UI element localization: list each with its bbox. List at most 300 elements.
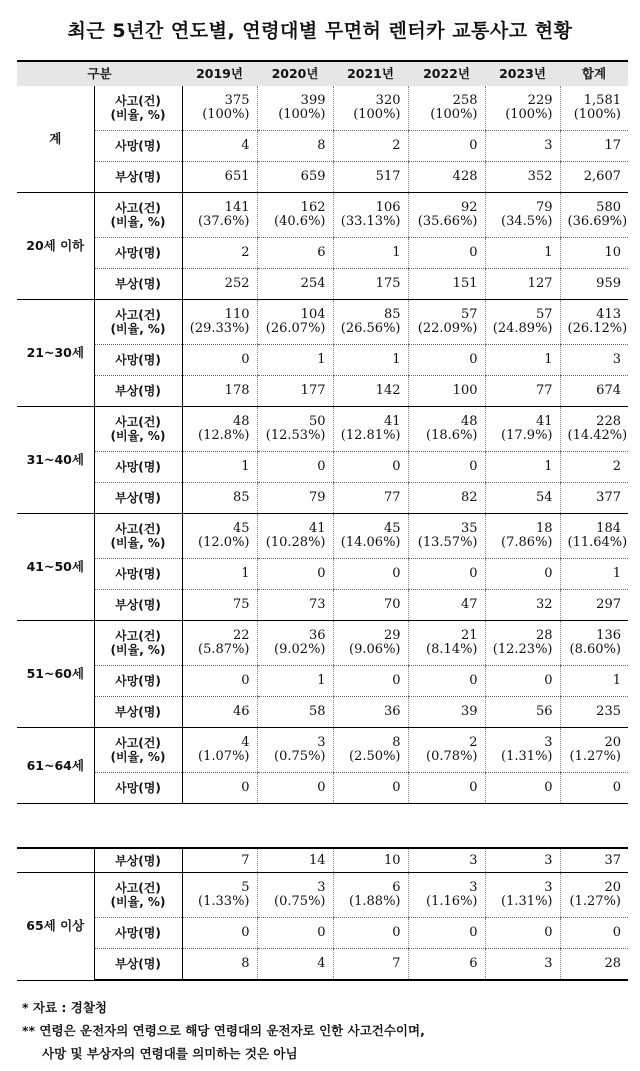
accident-cell-ratio: (12.81%) [340, 428, 401, 443]
table-row [17, 773, 628, 804]
accident-table-continued [17, 847, 628, 981]
accident-cell-value: 184 [596, 521, 621, 536]
accident-cell [560, 621, 628, 666]
injury-cell: 377 [560, 483, 628, 514]
accident-cell [485, 193, 560, 238]
death-cell: 1 [333, 345, 408, 376]
accident-label-value: 사고(건) [115, 881, 161, 895]
accident-cell-value: 141 [224, 200, 250, 215]
table-row [17, 86, 628, 131]
accident-cell-value: 228 [596, 414, 621, 429]
death-cell: 0 [408, 345, 485, 376]
source-note: * 자료 : 경찰청 [22, 1000, 107, 1015]
accident-cell-value: 57 [460, 307, 478, 322]
table-row [17, 873, 628, 918]
accident-cell [408, 873, 485, 918]
death-label: 사망(명) [94, 559, 182, 590]
accident-cell [560, 193, 628, 238]
death-cell: 0 [182, 773, 257, 804]
accident-cell-value: 3 [469, 880, 478, 895]
accident-label-ratio: (비율, %) [110, 108, 166, 122]
accident-cell-ratio: (8.14%) [426, 642, 478, 657]
accident-cell-ratio: (8.60%) [569, 642, 621, 657]
accident-cell-ratio: (100%) [430, 107, 478, 122]
injury-label: 부상(명) [94, 269, 182, 300]
header-year: 2021년 [333, 61, 408, 86]
accident-cell [560, 407, 628, 452]
injury-cell: 659 [257, 162, 333, 193]
accident-cell-ratio: (29.33%) [189, 321, 250, 336]
injury-cell: 352 [485, 162, 560, 193]
accident-cell [257, 728, 333, 773]
accident-cell-value: 3 [317, 735, 326, 750]
age-group-label: 65세 이상 [17, 873, 94, 981]
accident-cell-ratio: (100%) [202, 107, 250, 122]
accident-cell-value: 79 [535, 200, 553, 215]
death-cell: 0 [182, 345, 257, 376]
accident-cell-value: 3 [317, 880, 326, 895]
accident-cell [257, 407, 333, 452]
injury-cell: 177 [257, 376, 333, 407]
accident-cell-ratio: (34.5%) [501, 214, 553, 229]
death-cell: 1 [560, 559, 628, 590]
death-label: 사망(명) [94, 918, 182, 949]
accident-cell [408, 407, 485, 452]
table-row [17, 376, 628, 407]
table-row [17, 131, 628, 162]
table-row [17, 728, 628, 773]
accident-cell-ratio: (5.87%) [198, 642, 250, 657]
accident-label-value: 사고(건) [115, 94, 161, 108]
injury-cell: 14 [257, 848, 333, 873]
injury-cell: 674 [560, 376, 628, 407]
accident-cell-ratio: (12.0%) [198, 535, 250, 550]
injury-label: 부상(명) [94, 590, 182, 621]
accident-cell-ratio: (7.86%) [501, 535, 553, 550]
accident-cell-ratio: (26.12%) [567, 321, 628, 336]
injury-cell: 7 [333, 949, 408, 981]
injury-cell: 127 [485, 269, 560, 300]
injury-label: 부상(명) [94, 376, 182, 407]
injury-cell: 39 [408, 697, 485, 728]
accident-cell [485, 621, 560, 666]
table-row [17, 918, 628, 949]
accident-cell-ratio: (10.28%) [265, 535, 326, 550]
table-row [17, 559, 628, 590]
death-label: 사망(명) [94, 345, 182, 376]
accident-cell-value: 2 [469, 735, 478, 750]
accident-cell-ratio: (0.78%) [426, 749, 478, 764]
death-cell: 0 [485, 773, 560, 804]
injury-cell: 10 [333, 848, 408, 873]
accident-cell [257, 86, 333, 131]
accident-cell-ratio: (1.31%) [501, 749, 553, 764]
accident-cell-value: 29 [383, 628, 401, 643]
accident-cell-value: 41 [383, 414, 401, 429]
injury-cell: 6 [408, 949, 485, 981]
age-group-label: 20세 이하 [17, 193, 94, 300]
injury-label: 부상(명) [94, 483, 182, 514]
injury-cell: 297 [560, 590, 628, 621]
accident-cell-value: 57 [535, 307, 553, 322]
accident-label-ratio: (비율, %) [110, 536, 166, 550]
accident-cell-ratio: (26.07%) [265, 321, 326, 336]
age-group-label: 계 [17, 86, 94, 193]
accident-cell-ratio: (1.16%) [426, 894, 478, 909]
accident-cell-ratio: (100%) [505, 107, 553, 122]
death-cell: 0 [408, 238, 485, 269]
accident-label-value: 사고(건) [115, 522, 161, 536]
death-label: 사망(명) [94, 452, 182, 483]
accident-cell-value: 3 [544, 880, 553, 895]
accident-cell-value: 320 [375, 93, 401, 108]
accident-cell [485, 728, 560, 773]
accident-cell [182, 728, 257, 773]
accident-cell [333, 407, 408, 452]
death-label: 사망(명) [94, 666, 182, 697]
table-row [17, 514, 628, 559]
death-cell: 0 [333, 918, 408, 949]
injury-cell: 7 [182, 848, 257, 873]
injury-label: 부상(명) [94, 697, 182, 728]
injury-cell: 8 [182, 949, 257, 981]
injury-cell: 142 [333, 376, 408, 407]
accident-cell-ratio: (100%) [573, 107, 621, 122]
injury-cell: 47 [408, 590, 485, 621]
accident-label [94, 873, 182, 918]
death-cell: 0 [560, 773, 628, 804]
age-group-label: 31~40세 [17, 407, 94, 514]
accident-cell-ratio: (33.13%) [340, 214, 401, 229]
death-cell: 0 [333, 773, 408, 804]
death-cell: 3 [560, 345, 628, 376]
accident-cell-value: 258 [452, 93, 478, 108]
accident-cell [333, 728, 408, 773]
accident-cell-ratio: (22.09%) [417, 321, 478, 336]
death-cell: 0 [408, 773, 485, 804]
accident-label-value: 사고(건) [115, 629, 161, 643]
accident-cell-ratio: (14.42%) [567, 428, 628, 443]
accident-cell [485, 300, 560, 345]
accident-cell-value: 104 [300, 307, 326, 322]
accident-cell-ratio: (9.02%) [274, 642, 326, 657]
death-cell: 1 [485, 238, 560, 269]
injury-cell: 4 [257, 949, 333, 981]
injury-label: 부상(명) [94, 162, 182, 193]
accident-cell [485, 514, 560, 559]
accident-cell [408, 621, 485, 666]
accident-cell-value: 85 [383, 307, 401, 322]
table-row [17, 666, 628, 697]
accident-cell [257, 193, 333, 238]
accident-label-ratio: (비율, %) [110, 215, 166, 229]
injury-cell: 75 [182, 590, 257, 621]
page-title: 최근 5년간 연도별, 연령대별 무면허 렌터카 교통사고 현황 [67, 20, 573, 42]
accident-cell [333, 300, 408, 345]
header-year: 2023년 [485, 61, 560, 86]
accident-cell-ratio: (11.64%) [567, 535, 628, 550]
death-cell: 1 [257, 345, 333, 376]
age-group-label: 61~64세 [17, 728, 94, 804]
age-note-line1: ** 연령은 운전자의 연령으로 해당 연령대의 운전자로 인한 사고건수이며, [22, 1023, 425, 1038]
table-row [17, 621, 628, 666]
accident-cell-value: 50 [308, 414, 326, 429]
injury-cell: 959 [560, 269, 628, 300]
death-cell: 0 [408, 918, 485, 949]
accident-label-value: 사고(건) [115, 415, 161, 429]
death-cell: 1 [257, 666, 333, 697]
accident-cell [408, 514, 485, 559]
accident-label-ratio: (비율, %) [110, 750, 166, 764]
death-cell: 1 [182, 452, 257, 483]
accident-cell-ratio: (36.69%) [567, 214, 628, 229]
accident-cell [182, 407, 257, 452]
accident-cell [257, 621, 333, 666]
injury-cell: 82 [408, 483, 485, 514]
injury-cell: 46 [182, 697, 257, 728]
accident-cell-value: 36 [308, 628, 326, 643]
death-cell: 0 [182, 918, 257, 949]
accident-cell [257, 873, 333, 918]
injury-cell: 235 [560, 697, 628, 728]
death-cell: 1 [485, 345, 560, 376]
accident-cell-ratio: (35.66%) [417, 214, 478, 229]
injury-cell: 2,607 [560, 162, 628, 193]
accident-cell [485, 86, 560, 131]
death-cell: 0 [182, 666, 257, 697]
injury-cell: 178 [182, 376, 257, 407]
injury-cell: 73 [257, 590, 333, 621]
header-year: 2022년 [408, 61, 485, 86]
injury-cell: 3 [485, 848, 560, 873]
injury-cell: 254 [257, 269, 333, 300]
accident-cell-value: 399 [300, 93, 326, 108]
accident-cell-ratio: (13.57%) [417, 535, 478, 550]
header-year: 2020년 [257, 61, 333, 86]
injury-cell: 70 [333, 590, 408, 621]
accident-cell-value: 162 [300, 200, 326, 215]
death-cell: 0 [333, 559, 408, 590]
accident-cell [333, 193, 408, 238]
table-row [17, 300, 628, 345]
accident-cell-ratio: (12.23%) [492, 642, 553, 657]
table-row [17, 590, 628, 621]
death-cell: 0 [257, 918, 333, 949]
accident-cell-ratio: (1.31%) [501, 894, 553, 909]
accident-cell [408, 728, 485, 773]
accident-cell-value: 41 [535, 414, 553, 429]
accident-cell-value: 6 [392, 880, 401, 895]
death-cell: 1 [333, 238, 408, 269]
death-label: 사망(명) [94, 131, 182, 162]
injury-cell: 151 [408, 269, 485, 300]
age-group-label: 21~30세 [17, 300, 94, 407]
accident-cell-ratio: (40.6%) [274, 214, 326, 229]
accident-cell-value: 45 [232, 521, 250, 536]
death-cell: 2 [182, 238, 257, 269]
death-cell: 0 [257, 773, 333, 804]
accident-label [94, 514, 182, 559]
death-cell: 0 [408, 131, 485, 162]
death-cell: 0 [485, 918, 560, 949]
accident-cell [333, 873, 408, 918]
injury-cell: 32 [485, 590, 560, 621]
accident-cell-value: 48 [232, 414, 250, 429]
accident-label [94, 407, 182, 452]
injury-cell: 252 [182, 269, 257, 300]
accident-label-value: 사고(건) [115, 201, 161, 215]
accident-cell [182, 193, 257, 238]
table-row [17, 949, 628, 981]
table-row [17, 345, 628, 376]
accident-cell [485, 407, 560, 452]
death-cell: 8 [257, 131, 333, 162]
accident-cell-ratio: (1.27%) [569, 894, 621, 909]
age-note-line2: 사망 및 부상자의 연령대를 의미하는 것은 아님 [42, 1046, 298, 1061]
accident-cell-ratio: (24.89%) [492, 321, 553, 336]
header-category: 구분 [17, 61, 182, 86]
injury-cell: 428 [408, 162, 485, 193]
accident-cell-ratio: (100%) [353, 107, 401, 122]
accident-label-value: 사고(건) [115, 308, 161, 322]
age-group-label: 41~50세 [17, 514, 94, 621]
header-year: 2019년 [182, 61, 257, 86]
accident-cell [182, 86, 257, 131]
death-cell: 0 [485, 559, 560, 590]
death-cell: 0 [485, 666, 560, 697]
death-cell: 0 [408, 452, 485, 483]
injury-cell: 54 [485, 483, 560, 514]
accident-cell [485, 873, 560, 918]
death-cell: 6 [257, 238, 333, 269]
accident-cell [560, 86, 628, 131]
accident-cell-value: 48 [460, 414, 478, 429]
death-cell: 0 [408, 666, 485, 697]
accident-cell-ratio: (18.6%) [426, 428, 478, 443]
accident-cell [182, 514, 257, 559]
accident-cell [182, 873, 257, 918]
accident-label-ratio: (비율, %) [110, 643, 166, 657]
injury-cell: 100 [408, 376, 485, 407]
accident-cell-value: 28 [535, 628, 553, 643]
accident-cell [560, 300, 628, 345]
accident-cell-value: 3 [544, 735, 553, 750]
accident-cell-ratio: (12.8%) [198, 428, 250, 443]
death-label: 사망(명) [94, 238, 182, 269]
table-row [17, 483, 628, 514]
death-cell: 1 [560, 666, 628, 697]
accident-cell-value: 20 [604, 735, 621, 750]
accident-cell-value: 229 [527, 93, 553, 108]
accident-cell [408, 193, 485, 238]
header-total: 합계 [560, 61, 628, 86]
accident-cell-ratio: (14.06%) [340, 535, 401, 550]
injury-cell: 28 [560, 949, 628, 981]
accident-cell [408, 86, 485, 131]
accident-cell-value: 4 [241, 735, 250, 750]
accident-cell [182, 300, 257, 345]
accident-label-ratio: (비율, %) [110, 895, 166, 909]
death-cell: 17 [560, 131, 628, 162]
injury-cell: 85 [182, 483, 257, 514]
accident-cell-value: 21 [460, 628, 478, 643]
death-cell: 3 [485, 131, 560, 162]
accident-cell [333, 514, 408, 559]
table-row [17, 193, 628, 238]
accident-cell-value: 92 [460, 200, 478, 215]
accident-cell [333, 86, 408, 131]
accident-cell [257, 514, 333, 559]
table-row [17, 238, 628, 269]
injury-cell: 79 [257, 483, 333, 514]
table-row [17, 848, 628, 873]
accident-cell [560, 514, 628, 559]
death-cell: 0 [333, 666, 408, 697]
death-cell: 1 [182, 559, 257, 590]
accident-label [94, 300, 182, 345]
injury-label: 부상(명) [94, 949, 182, 981]
death-cell: 0 [257, 452, 333, 483]
table-row [17, 452, 628, 483]
accident-cell [560, 873, 628, 918]
accident-cell-ratio: (2.50%) [349, 749, 401, 764]
table-row [17, 162, 628, 193]
accident-cell-ratio: (17.9%) [501, 428, 553, 443]
death-cell: 0 [333, 452, 408, 483]
injury-cell: 651 [182, 162, 257, 193]
accident-label-value: 사고(건) [115, 736, 161, 750]
accident-label [94, 86, 182, 131]
table-row [17, 269, 628, 300]
accident-label [94, 621, 182, 666]
injury-label: 부상(명) [94, 848, 182, 873]
injury-cell: 77 [485, 376, 560, 407]
death-cell: 1 [485, 452, 560, 483]
accident-cell-value: 413 [596, 307, 621, 322]
death-cell: 10 [560, 238, 628, 269]
accident-cell-ratio: (0.75%) [274, 749, 326, 764]
accident-cell-value: 106 [375, 200, 401, 215]
accident-label-ratio: (비율, %) [110, 429, 166, 443]
table-row [17, 697, 628, 728]
accident-cell-value: 35 [460, 521, 478, 536]
death-cell: 0 [257, 559, 333, 590]
accident-cell [257, 300, 333, 345]
injury-cell: 517 [333, 162, 408, 193]
injury-cell: 3 [485, 949, 560, 981]
accident-cell-value: 375 [224, 93, 250, 108]
injury-cell: 77 [333, 483, 408, 514]
accident-cell [182, 621, 257, 666]
accident-label [94, 728, 182, 773]
accident-cell-value: 18 [535, 521, 553, 536]
death-cell: 2 [560, 452, 628, 483]
blank-cell [17, 848, 94, 873]
accident-cell-ratio: (37.6%) [198, 214, 250, 229]
accident-cell [333, 621, 408, 666]
death-cell: 0 [408, 559, 485, 590]
injury-cell: 58 [257, 697, 333, 728]
accident-cell-ratio: (1.33%) [198, 894, 250, 909]
accident-cell-value: 8 [392, 735, 401, 750]
accident-cell-value: 41 [308, 521, 326, 536]
accident-cell-ratio: (0.75%) [274, 894, 326, 909]
accident-cell-value: 20 [604, 880, 621, 895]
accident-cell-ratio: (1.88%) [349, 894, 401, 909]
injury-cell: 56 [485, 697, 560, 728]
injury-cell: 36 [333, 697, 408, 728]
age-group-label: 51~60세 [17, 621, 94, 728]
